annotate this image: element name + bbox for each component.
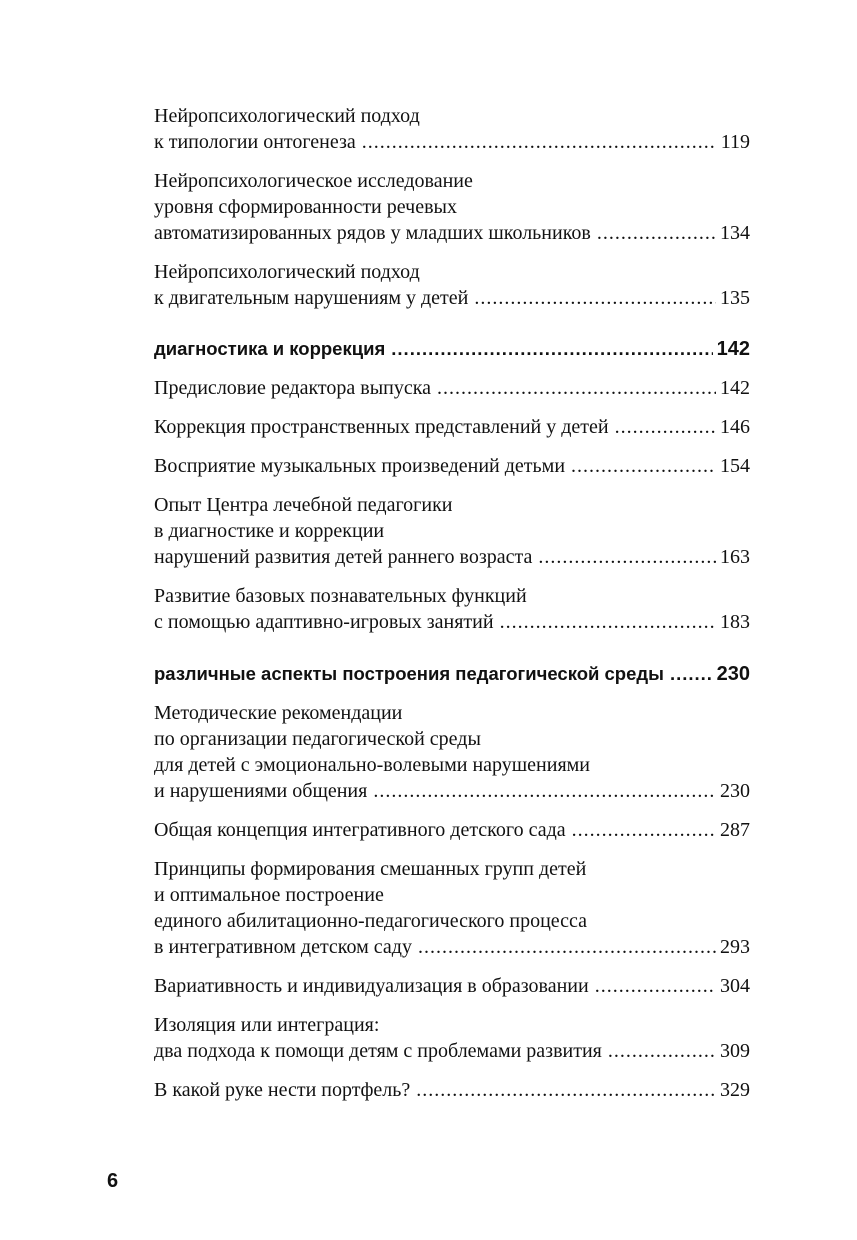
toc-entry-title: Общая концепция интегративного детского сада	[154, 819, 566, 841]
toc-line	[154, 1077, 750, 1103]
toc-line	[154, 336, 750, 362]
toc-entry-title: Нейропсихологическое исследование	[154, 170, 473, 192]
dot-leader	[538, 544, 716, 570]
toc-entry-title: нарушений развития детей раннего возраста	[154, 546, 533, 568]
toc-line	[154, 220, 750, 246]
toc-entry-title: Развитие базовых познавательных функций	[154, 585, 527, 607]
toc-entry	[154, 492, 750, 570]
toc-entry-title: и оптимальное построение	[154, 884, 384, 906]
toc-page-number: 287	[720, 819, 750, 841]
toc-line	[154, 778, 750, 804]
toc-page-number: 142	[716, 338, 750, 360]
dot-leader	[608, 1038, 716, 1064]
toc-entry	[154, 973, 750, 999]
toc-entry-title: Нейропсихологический подход	[154, 261, 420, 283]
dot-leader	[595, 973, 716, 999]
toc-entry-title: диагностика и коррекция	[154, 338, 386, 359]
dot-leader	[572, 817, 716, 843]
toc-line	[154, 583, 750, 609]
toc-line	[154, 752, 750, 778]
toc-page-number: 309	[720, 1040, 750, 1062]
toc-page-number: 135	[720, 287, 750, 309]
dot-leader	[437, 375, 716, 401]
toc-entry-title: В какой руке нести портфель?	[154, 1079, 411, 1101]
toc-page-number: 142	[720, 377, 750, 399]
toc-page-number: 146	[720, 416, 750, 438]
toc-page-number: 304	[720, 975, 750, 997]
toc-line	[154, 414, 750, 440]
toc-entry-title: с помощью адаптивно-игровых занятий	[154, 611, 494, 633]
dot-leader	[615, 414, 716, 440]
dot-leader	[500, 609, 716, 635]
toc-page-number: 154	[720, 455, 750, 477]
toc-entry	[154, 453, 750, 479]
toc-entry	[154, 259, 750, 311]
toc-entry	[154, 856, 750, 960]
dot-leader	[373, 778, 716, 804]
toc-entry-title: к типологии онтогенеза	[154, 131, 356, 153]
toc-line	[154, 856, 750, 882]
toc-line	[154, 1012, 750, 1038]
toc-entry-title: уровня сформированности речевых	[154, 196, 457, 218]
toc-entry-title: Методические рекомендации	[154, 702, 403, 724]
toc-line	[154, 453, 750, 479]
toc-line	[154, 726, 750, 752]
toc-line	[154, 973, 750, 999]
toc-page-number: 293	[720, 936, 750, 958]
toc-entry-title: в диагностике и коррекции	[154, 520, 385, 542]
toc-entry	[154, 414, 750, 440]
toc-page-number: 183	[720, 611, 750, 633]
toc-entry	[154, 700, 750, 804]
dot-leader	[391, 336, 712, 362]
toc-page-number: 163	[720, 546, 750, 568]
toc-entry-title: Опыт Центра лечебной педагогики	[154, 494, 453, 516]
toc-entry-title: Восприятие музыкальных произведений детьми	[154, 455, 566, 477]
dot-leader	[670, 661, 713, 687]
toc-entry-title: Нейропсихологический подход	[154, 105, 420, 127]
toc-line	[154, 1038, 750, 1064]
toc-section-heading	[154, 661, 750, 687]
toc-line	[154, 908, 750, 934]
toc-line	[154, 375, 750, 401]
dot-leader	[362, 129, 717, 155]
dot-leader	[474, 285, 716, 311]
toc-page-number: 230	[716, 663, 750, 685]
toc-line	[154, 285, 750, 311]
toc-page-number: 119	[720, 131, 750, 153]
toc-entry-title: к двигательным нарушениям у детей	[154, 287, 469, 309]
toc-entry-title: по организации педагогической среды	[154, 728, 481, 750]
toc-line	[154, 700, 750, 726]
toc-entry-title: автоматизированных рядов у младших школьников	[154, 222, 591, 244]
toc-line	[154, 103, 750, 129]
toc-entry-title: Изоляция или интеграция:	[154, 1014, 380, 1036]
toc-section-heading	[154, 336, 750, 362]
toc-entry	[154, 103, 750, 155]
toc-entry-title: Коррекция пространственных представлений у детей	[154, 416, 609, 438]
toc-line	[154, 492, 750, 518]
dot-leader	[597, 220, 716, 246]
toc-line	[154, 882, 750, 908]
toc-entry-title: различные аспекты построения педагогической среды	[154, 663, 664, 684]
toc-line	[154, 518, 750, 544]
dot-leader	[418, 934, 716, 960]
toc-entry	[154, 1012, 750, 1064]
toc-line	[154, 934, 750, 960]
toc-entry-title: и нарушениями общения	[154, 780, 368, 802]
toc-line	[154, 129, 750, 155]
page-number: 6	[107, 1170, 119, 1192]
toc-page-number: 134	[720, 222, 750, 244]
toc-entry-title: единого абилитационно-педагогического процесса	[154, 910, 588, 932]
toc-entry-title: Принципы формирования смешанных групп детей	[154, 858, 587, 880]
toc-entry	[154, 1077, 750, 1103]
toc-entry	[154, 168, 750, 246]
toc-line	[154, 609, 750, 635]
toc-line	[154, 544, 750, 570]
toc-entry	[154, 375, 750, 401]
toc-page-number: 329	[720, 1079, 750, 1101]
toc-entry	[154, 583, 750, 635]
toc-line	[154, 259, 750, 285]
toc-entry-title: для детей с эмоционально-волевыми нарушениями	[154, 754, 590, 776]
dot-leader	[571, 453, 716, 479]
toc-entry	[154, 817, 750, 843]
toc-page-number: 230	[720, 780, 750, 802]
toc-entry-title: в интегративном детском саду	[154, 936, 412, 958]
toc-entry-title: два подхода к помощи детям с проблемами развития	[154, 1040, 602, 1062]
toc-line	[154, 168, 750, 194]
dot-leader	[416, 1077, 716, 1103]
toc-line	[154, 817, 750, 843]
toc-line	[154, 194, 750, 220]
toc-entry-title: Вариативность и индивидуализация в образовании	[154, 975, 589, 997]
toc-line	[154, 661, 750, 687]
toc-entry-title: Предисловие редактора выпуска	[154, 377, 432, 399]
